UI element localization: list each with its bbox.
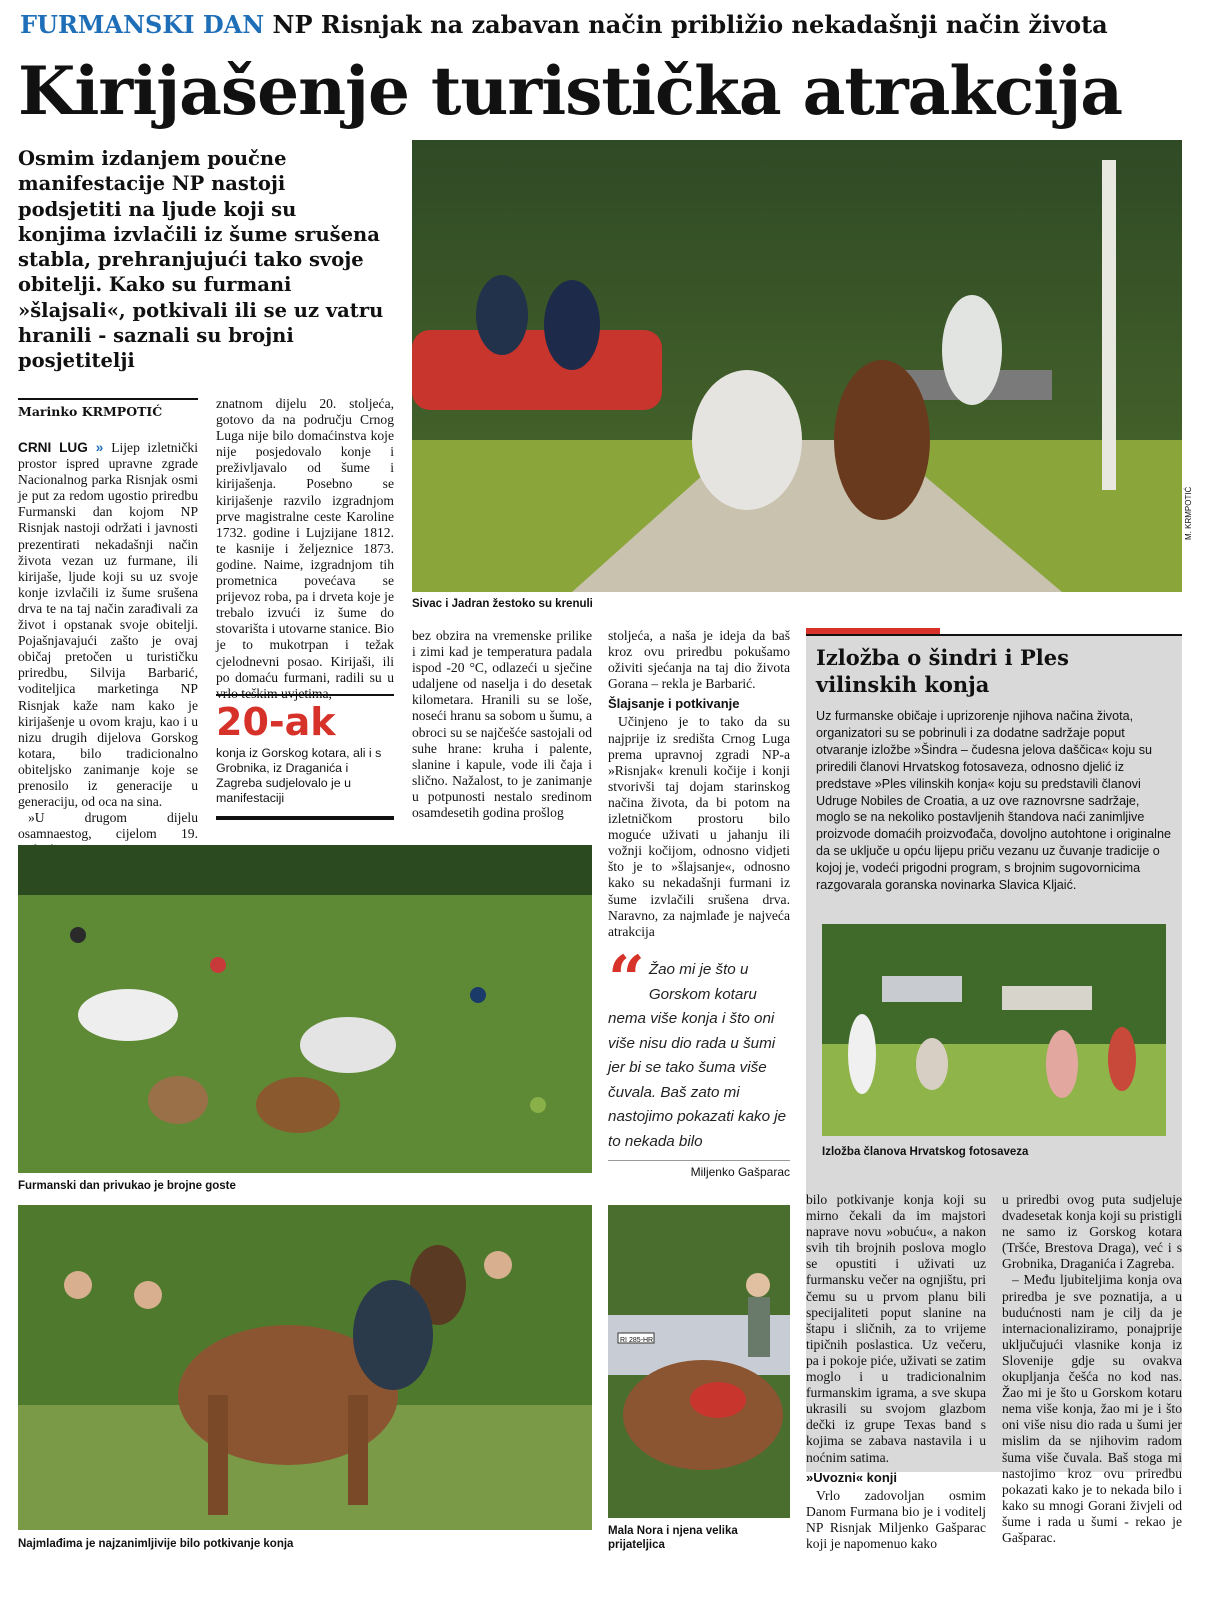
caption-girl-pony: Mala Nora i njena velika prijateljica bbox=[608, 1525, 738, 1551]
factbox bbox=[216, 694, 394, 820]
body-text-3: bez obzira na vremenske prilike i zimi kad je temperatura padala ispod -20 °C, odlazeći u sječine udaljene od naselja i do desetak kilometara. Hranili su se loše, noseći hranu sa sobom u šumu, a obroci su se najčešće sastojali od suhe hrane: kruha i palente, slanine i kapule, vode ili čaja i slično. Nažalost, to je zanimanje u potpunosti nestalo sredinom osamdesetih godina prošlog bbox=[412, 628, 592, 821]
subheading-uvozni: »Uvozni« konji bbox=[806, 1469, 898, 1485]
body-text-6: u priredbi ovog puta sudjeluje dvadesetak konja koji su pristigli ne samo iz Gorskog kotara (Tršće, Brestova Draga), već i s Grobnika, Draganića i Zagreba. bbox=[1002, 1192, 1182, 1272]
caption-horseshoeing: Najmlađima je najzanimljivije bilo potkivanje konja bbox=[18, 1538, 294, 1550]
photo-exhibition bbox=[822, 924, 1166, 1136]
byline: Marinko KRMPOTIĆ bbox=[18, 398, 198, 419]
dateline: CRNI LUG » bbox=[18, 440, 112, 455]
box-text: Uz furmanske običaje i uprizorenje njihova načina života, organizatori su se pobrinuli i za dodatne sadržaje poput otvaranje izložbe »Šindra – čudesna jelova daščica« koju su priredili članovi Hrvatskog fotosaveza, odnosno djelić iz predstave »Ples vilinskih konja« koju su predstavili članovi Udruge Nobiles de Croatia, a uz ove raznovrsne sadržaje, moglo se na nekoliko postavljenih štandova naći zanimljive proizvode domaćih proizvođača, dovoljno autohtone i originalne da se uključe u opću lijepu priču vezanu uz čuvanje tradicije o kojoj je, vodeći prigodni program, s brojnim sugovornicima razgovarala goranska novinarka Slavica Kljaić. bbox=[816, 709, 1171, 893]
photo-horses-pulling bbox=[412, 140, 1182, 592]
body-column-6 bbox=[1002, 1192, 1182, 1546]
body-text-1: Lijep izletnički prostor ispred upravne zgrade Nacionalnog parka Risnjak osmi je put za redom ugostio priredbu Furmanski dan kojom NP Risnjak nastoji održati i javnosti prezentirati nekadašnji način života vezan uz furmane, ili kirijaše, ljude koji su uz svoje konje izvlačili iz šume srušena drva te na taj način zarađivali za život i opstanak svoje obitelji. Pojašnjavajući zašto je ovaj običaj pretočen u turističku priredbu, Silvija Barbarić, voditeljica marketinga NP Risnjak kaže nam kako je kirijašenje u ovom kraju, kao i u nizu drugih dijelova Gorskog kotara, bilo tradicionalno obiteljsko zanimanje koje se prenosilo iz generacije u generaciju, od oca na sina. bbox=[18, 440, 198, 810]
box-title: Izložba o šindri i Ples vilinskih konja bbox=[816, 645, 1069, 697]
headline: Kirijašenje turistička atrakcija bbox=[18, 52, 1123, 130]
body-column-5 bbox=[806, 1192, 986, 1552]
body-text-6b: – Među ljubiteljima konja ova priredba je sve poznatija, a u budućnosti nam je cilj da je internacionaliziramo, ponajprije uključujući vlasnike konja iz Slovenije gdje su ovakva okupljanja češća no kod nas. Žao mi je što u Gorskom kotaru nema više konja, žao mi je i što oni više nisu dio rada u šumi jer mislim da se njihovim radom šuma više čuvala. Baš stoga mi nastojimo kroz ovu priredbu pokazati kako je to nekada bilo i kako su mnogi Gorani živjeli od šume i rada u šumi - rekao je Gašparac. bbox=[1002, 1272, 1182, 1545]
body-text-2: znatnom dijelu 20. stoljeća, gotovo da na području Crnog Luga nije bilo domaćinstva koje nije posjedovalo konje i preživljavalo od šume i kirijašenja. Posebno se kirijašenje razvilo izgradnjom prve magistralne ceste Karoline 1732. godine i Lujzijane 1812. te kasnije i željeznice 1873. godine. Naime, izgradnjom tih prometnica povećava se prijevoz roba, pa i drveta koje je trebalo izvući iz šume do stovarišta i utovarne stanice. Bio je to mukotrpan i težak cjelodnevni posao. Kirijaši, ili po domaću furmani, radili su u vrlo teškim uvjetima, bbox=[216, 396, 394, 701]
body-text-4: stoljeća, a naša je ideja da baš kroz ovu priredbu pokušamo oživiti sjećanja na taj dio života Gorana – rekla je Barbarić. bbox=[608, 628, 790, 692]
quote-author: Miljenko Gašparac bbox=[608, 1160, 790, 1179]
body-text-5b: Vrlo zadovoljan osmim Danom Furmana bio je i voditelj NP Risnjak Miljenko Gašparac koji je napomenuo kako bbox=[806, 1487, 986, 1551]
subheading-slajsanje: Šlajsanje i potkivanje bbox=[608, 696, 740, 712]
photo-horseshoeing bbox=[18, 1205, 592, 1530]
body-column-3 bbox=[412, 628, 592, 821]
quote-mark-icon: “ bbox=[608, 942, 645, 1017]
caption-exhibition: Izložba članova Hrvatskog fotosaveza bbox=[822, 1146, 1029, 1158]
body-text-1b: »U drugom dijelu osamnaestog, cijelom 19. bbox=[18, 810, 198, 842]
fact-text: konja iz Gorskog kotara, ali i s Grobnika, iz Draganića i Zagreba sudjelovalo je u manifestaciji bbox=[216, 746, 382, 805]
fact-number: 20-ak bbox=[216, 700, 336, 744]
kicker-text: NP Risnjak na zabavan način približio nekadašnji način života bbox=[272, 10, 1108, 39]
body-column-4 bbox=[608, 628, 790, 940]
body-text-5: bilo potkivanje konja koji su mirno čekali da im majstori naprave novu »obuću«, a nakon svih tih brojnih poslova moglo se opustiti i uživati uz furmansku večer na ognjištu, pri čemu su u prvom planu bili specijaliteti poput slanine na štapu i sličnih, za to vrijeme tipičnih poslastica. Uz večeru, pa i pokoje piće, uživati se zatim moglo i u tradicionalnim furmanskim igrama, a sve skupa ukrasili su svojom glazbom dečki iz grupe Texas band s kojima se zabava nastavila i u noćnim satima. bbox=[806, 1192, 986, 1465]
pull-quote bbox=[608, 942, 790, 1179]
caption-crowd: Furmanski dan privukao je brojne goste bbox=[18, 1180, 236, 1192]
caption-top: Sivac i Jadran žestoko su krenuli bbox=[412, 598, 593, 610]
photo-girl-pony bbox=[608, 1205, 790, 1518]
photo-crowd bbox=[18, 845, 592, 1173]
kicker bbox=[20, 10, 1108, 39]
body-column-2 bbox=[216, 396, 394, 702]
kicker-label: FURMANSKI DAN bbox=[20, 10, 265, 39]
quote-text: Žao mi je što u Gorskom kotaru nema više konja i što oni više nisu dio rada u šumi jer bi se tako šuma više čuvala. Baš zato mi nastojimo pokazati kako je to nekada bilo bbox=[608, 961, 787, 1150]
photo-credit: M. KRMPOTIĆ bbox=[1184, 486, 1193, 540]
body-text-4b: Učinjeno je to tako da su najprije iz središta Crnog Luga prema upravnoj zgradi NP-a »Risnjak« krenuli kočije i konji stvorivši taj dojam starinskog načina života, da bi potom na izletničkom prostoru bilo moguće uživati u jahanju ili vožnji kočijom, odnosno vidjeti što je to »šlajsanje«, odnosno kako su nekadašnji furmani iz šume izvlačili srušena drva. Naravno, za najmlađe je najveća atrakcija bbox=[608, 714, 790, 939]
lead-paragraph: Osmim izdanjem poučne manifestacije NP nastoji podsjetiti na ljude koji su konjima izvlačili iz šume srušena stabla, prehranjujući tako svoje obitelji. Kako su furmani »šlajsali«, potkivali ili se uz vatru hranili - saznali su brojni posjetitelji bbox=[18, 147, 384, 373]
body-column-1 bbox=[18, 440, 198, 858]
license-plate: RI 285-HR bbox=[620, 1337, 654, 1344]
